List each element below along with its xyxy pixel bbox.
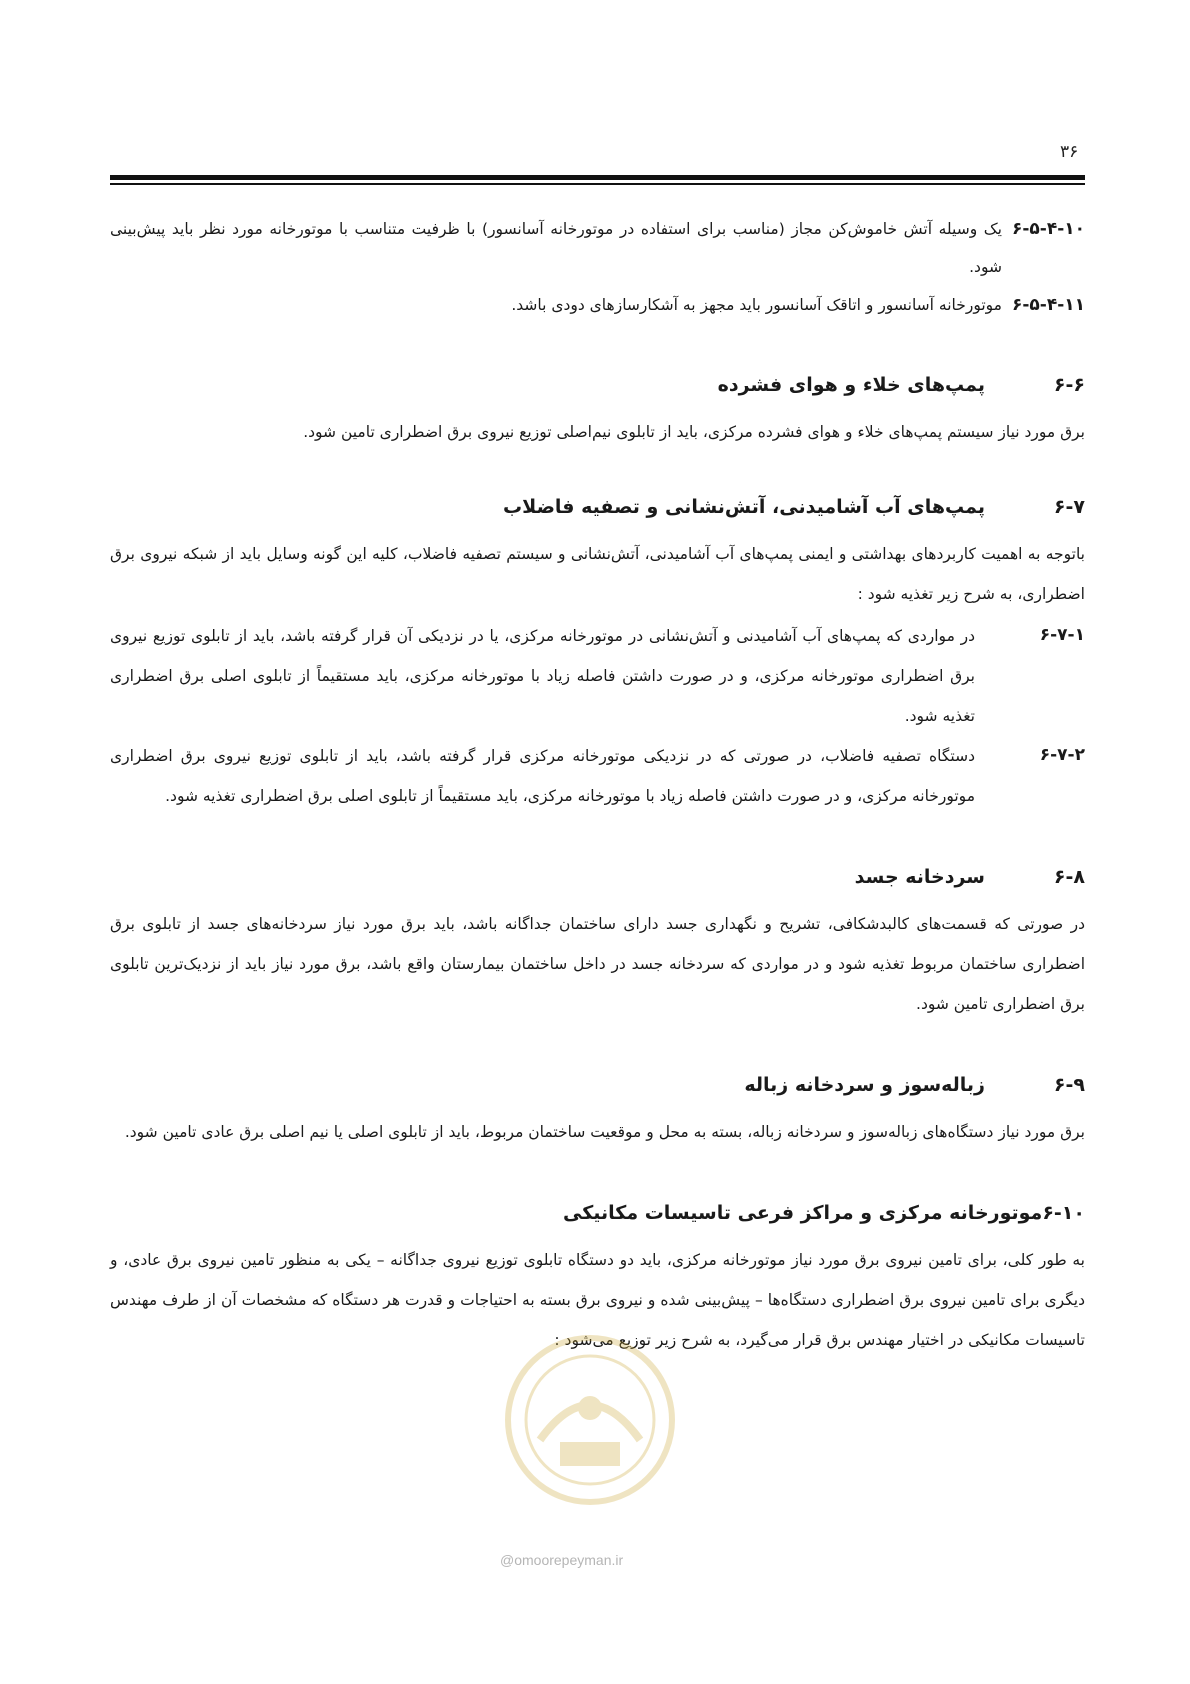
section-paragraph: برق مورد نیاز دستگاه‌های زباله‌سوز و سردخانه زباله، بسته به محل و موقعیت ساختمان مربوط، باید از تابلوی اصلی یا نیم اصلی برق عادی تامین شود. [124,1123,1085,1141]
section-title: سردخانه جسد [854,866,985,888]
clause-item [110,286,1085,324]
section-title: پمپ‌های خلاء و هوای فشرده [717,374,985,396]
watermark-text: @omoorepeyman.ir [500,1552,624,1568]
section-title: زباله‌سوز و سردخانه زباله [744,1074,985,1096]
page-number: ۳۶ [1060,142,1079,162]
section-paragraph: در صورتی که قسمت‌های کالبدشکافی، تشریح و نگهداری جسد دارای ساختمان جداگانه باشد، باید برق مورد نیاز سردخانه‌های جسد از تابلوی برق اضطراری ساختمان مربوط تغذیه شود و در مواردی که سردخانه جسد در داخل ساختمان بیمارستان واقع باشد، برق مورد نیاز باید از نزدیک‌ترین تابلوی برق اضطراری تامین شود. [110,915,1085,1013]
section-heading [110,366,1085,404]
section-paragraph: برق مورد نیاز سیستم پمپ‌های خلاء و هوای فشرده مرکزی، باید از تابلوی نیم‌اصلی توزیع نیروی برق اضطراری تامین شود. [303,423,1085,441]
clause-number: ۶-۵-۴-۱۱ [1011,295,1085,315]
header-rule-thick [110,175,1085,180]
section-heading [110,1194,1085,1232]
clause-number: ۶-۷-۲ [1039,745,1085,765]
section-heading [110,1066,1085,1104]
section-number: ۶-۸ [1053,866,1085,888]
clause-text: دستگاه تصفیه فاضلاب، در صورتی که در نزدیکی موتورخانه مرکزی قرار گرفته باشد، باید از تابلوی توزیع نیروی برق اضطراری موتورخانه مرکزی، و در صورت داشتن فاصله زیاد با موتورخانه مرکزی، باید مستقیماً از تابلوی اصلی برق اضطراری تغذیه شود. [110,747,975,805]
section-title: موتورخانه مرکزی و مراکز فرعی تاسیسات مکانیکی [562,1202,1043,1224]
clause-item [110,736,1085,816]
section-heading [110,858,1085,896]
section-number: ۶-۶ [1053,374,1085,396]
page-content [110,210,1085,1360]
seal-logo-icon [500,1330,680,1510]
section-title: پمپ‌های آب آشامیدنی، آتش‌نشانی و تصفیه فاضلاب [503,496,985,518]
section-paragraph: باتوجه به اهمیت کاربردهای بهداشتی و ایمنی پمپ‌های آب آشامیدنی، آتش‌نشانی و سیستم تصفیه فاضلاب، کلیه این گونه وسایل باید از شبکه نیروی برق اضطراری، به شرح زیر تغذیه شود : [110,545,1085,603]
header-rule-thin [110,183,1085,185]
clause-text: موتورخانه آسانسور و اتاقک آسانسور باید مجهز به آشکارسازهای دودی باشد. [511,296,1002,314]
clause-number: ۶-۷-۱ [1039,625,1085,645]
clause-item [110,210,1085,286]
section-number: ۶-۱۰ [1042,1202,1085,1224]
section-number: ۶-۷ [1053,496,1085,518]
section-number: ۶-۹ [1053,1074,1085,1096]
clause-item [110,616,1085,736]
section-paragraph: به طور کلی، برای تامین نیروی برق مورد نیاز موتورخانه مرکزی، باید دو دستگاه تابلوی توزیع نیروی جداگانه – یکی به منظور تامین نیروی برق عادی، و دیگری برای تامین نیروی برق اضطراری دستگاه‌ها – پیش‌بینی شده و نیروی برق بسته به احتیاجات و قدرت هر دستگاه که مشخصات آن از طرف مهندس تاسیسات مکانیکی در اختیار مهندس برق قرار می‌گیرد، به شرح زیر توزیع می‌شود : [110,1251,1085,1349]
clause-text: در مواردی که پمپ‌های آب آشامیدنی و آتش‌نشانی در موتورخانه مرکزی، یا در نزدیکی آن قرار گرفته باشد، باید از تابلوی توزیع نیروی برق اضطراری موتورخانه مرکزی، و در صورت داشتن فاصله زیاد با موتورخانه مرکزی، باید مستقیماً از تابلوی اصلی برق اضطراری تغذیه شود. [110,627,975,725]
clause-number: ۶-۵-۴-۱۰ [1011,219,1085,239]
section-heading [110,488,1085,526]
clause-text: یک وسیله آتش خاموش‌کن مجاز (مناسب برای استفاده در موتورخانه آسانسور) با ظرفیت متناسب با موتورخانه مورد نظر باید پیش‌بینی شود. [110,220,1002,276]
